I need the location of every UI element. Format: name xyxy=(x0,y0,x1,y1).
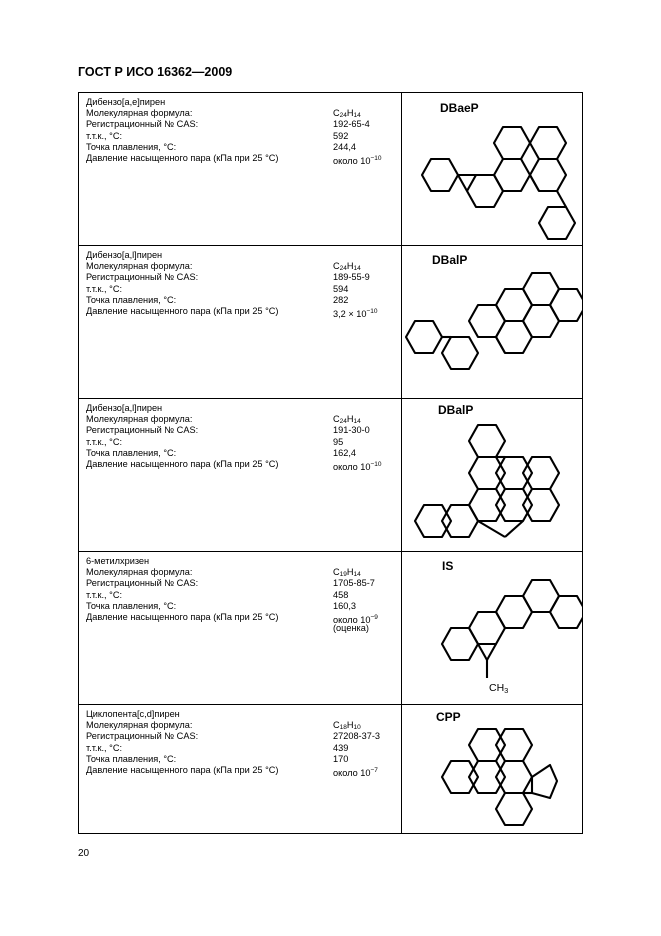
page-number: 20 xyxy=(78,848,90,859)
cas-label: Регистрационный № CAS: xyxy=(86,119,199,130)
formula-value: $C_{24}H_{14}$ xyxy=(333,108,361,120)
bp-label: т.т.к., °С: xyxy=(86,436,123,447)
structure-label: DBalP xyxy=(432,253,468,267)
mp-value: 282 xyxy=(333,294,349,305)
vapor-label: Давление насыщенного пара (кПа при 25 °С) xyxy=(86,152,279,163)
compound-properties xyxy=(86,97,396,164)
mp-label: Точка плавления, °С: xyxy=(86,447,177,458)
mp-label: Точка плавления, °С: xyxy=(86,294,177,305)
structure-figure xyxy=(402,552,582,705)
vapor-value: около $10^{-10}$ xyxy=(333,154,382,166)
6-methylchrysene-structure xyxy=(442,580,582,678)
formula-label: Молекулярная формула: xyxy=(86,720,193,731)
cas-value: 189-55-9 xyxy=(333,272,370,283)
dibenzo-ae-pyrene-structure xyxy=(422,127,575,239)
bp-label: т.т.к., °С: xyxy=(86,283,123,294)
cas-label: Регистрационный № CAS: xyxy=(86,425,199,436)
vapor-label: Давление насыщенного пара (кПа при 25 °С) xyxy=(86,305,279,316)
compound-row-dibenzo-al-pyrene-2 xyxy=(79,399,582,552)
cas-label: Регистрационный № CAS: xyxy=(86,578,199,589)
compound-name: Дибензо[a,l]пирен xyxy=(86,250,163,260)
document-header: ГОСТ Р ИСО 16362—2009 xyxy=(78,65,233,79)
formula-value: $C_{19}H_{14}$ xyxy=(333,567,361,579)
formula-label: Молекулярная формула: xyxy=(86,567,193,578)
bp-value: 95 xyxy=(333,436,344,447)
structure-figure xyxy=(402,399,582,552)
vapor-label: Давление насыщенного пара (кПа при 25 °С) xyxy=(86,764,279,775)
compound-row-6-methylchrysene xyxy=(79,552,582,705)
vapor-label: Давление насыщенного пара (кПа при 25 °С) xyxy=(86,458,279,469)
bp-value: 594 xyxy=(333,283,349,294)
structure-label: DBaeP xyxy=(440,101,479,115)
vapor-value: $3,2 \times 10^{-10}$ xyxy=(333,307,378,319)
bp-value: 592 xyxy=(333,130,349,141)
structure-label: CPP xyxy=(436,710,461,724)
bp-value: 458 xyxy=(333,589,349,600)
mp-value: 160,3 xyxy=(333,600,356,611)
mp-value: 162,4 xyxy=(333,447,356,458)
compound-row-cyclopenta-cd-pyrene xyxy=(79,705,582,833)
formula-label: Молекулярная формула: xyxy=(86,414,193,425)
bp-label: т.т.к., °С: xyxy=(86,130,123,141)
dibenzo-al-pyrene-structure xyxy=(415,425,559,537)
vapor-value: около $10^{-9}$ xyxy=(333,613,378,625)
formula-label: Молекулярная формула: xyxy=(86,261,193,272)
cas-value: 191-30-0 xyxy=(333,425,370,436)
structure-label: DBalP xyxy=(438,403,474,417)
mp-value: 170 xyxy=(333,753,349,764)
mp-value: 244,4 xyxy=(333,141,356,152)
structure-label: IS xyxy=(442,559,454,573)
vapor-value: около $10^{-10}$ xyxy=(333,460,382,472)
compound-properties xyxy=(86,556,396,634)
mp-label: Точка плавления, °С: xyxy=(86,753,177,764)
cas-value: 27208-37-3 xyxy=(333,731,380,742)
cas-label: Регистрационный № CAS: xyxy=(86,272,199,283)
compound-name: Циклопента[c,d]пирен xyxy=(86,709,180,719)
cyclopenta-cd-pyrene-structure xyxy=(442,729,557,825)
compound-name: Дибензо[a,e]пирен xyxy=(86,97,166,107)
structure-figure xyxy=(402,246,582,399)
cas-value: 192-65-4 xyxy=(333,119,370,130)
formula-value: $C_{24}H_{14}$ xyxy=(333,261,361,273)
compound-name: 6-метилхризен xyxy=(86,556,150,566)
methyl-substituent: CH3 xyxy=(489,682,509,695)
bp-label: т.т.к., °С: xyxy=(86,589,123,600)
formula-label: Молекулярная формула: xyxy=(86,108,193,119)
vapor-note: (оценка) xyxy=(333,623,369,634)
cas-label: Регистрационный № CAS: xyxy=(86,731,199,742)
mp-label: Точка плавления, °С: xyxy=(86,141,177,152)
structure-figure xyxy=(402,705,582,833)
compound-properties xyxy=(86,403,396,470)
formula-value: $C_{18}H_{10}$ xyxy=(333,720,361,732)
compound-properties xyxy=(86,250,396,317)
structure-figure xyxy=(402,93,582,246)
bp-value: 439 xyxy=(333,742,349,753)
vapor-label: Давление насыщенного пара (кПа при 25 °С) xyxy=(86,611,279,622)
bp-label: т.т.к., °С: xyxy=(86,742,123,753)
compound-row-dibenzo-ae-pyrene xyxy=(79,93,582,246)
compound-row-dibenzo-al-pyrene-1 xyxy=(79,246,582,399)
compound-name: Дибензо[a,l]пирен xyxy=(86,403,163,413)
compound-properties xyxy=(86,709,396,776)
cas-value: 1705-85-7 xyxy=(333,578,375,589)
compound-table xyxy=(78,92,583,834)
formula-value: $C_{24}H_{14}$ xyxy=(333,414,361,426)
vapor-value: около $10^{-7}$ xyxy=(333,766,378,778)
mp-label: Точка плавления, °С: xyxy=(86,600,177,611)
dibenzo-al-pyrene-structure xyxy=(406,273,582,369)
